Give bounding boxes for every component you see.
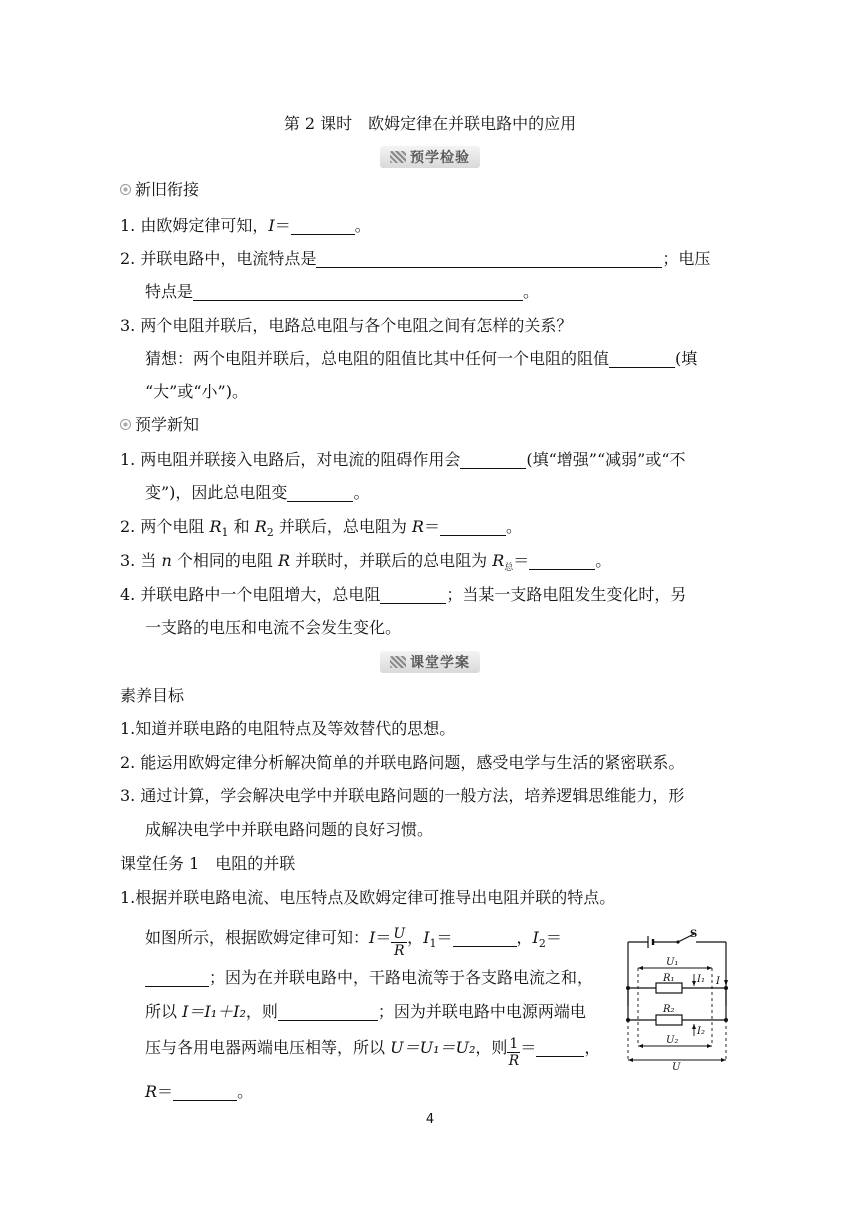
eq-current-sum: I＝I₁＋I₂ [182, 1002, 246, 1021]
equals-sign: ＝ [375, 928, 392, 947]
sub: 2 [266, 526, 274, 540]
u-label: U [672, 1062, 681, 1070]
section-old-new [120, 178, 199, 202]
t-text: 压与各用电器两端电压相等，所以 [145, 1038, 391, 1057]
numerator: 1 [509, 1036, 519, 1052]
resistor-r1 [656, 983, 682, 993]
i-label: I [716, 976, 720, 987]
sub-total: 总 [504, 563, 514, 574]
banner-classroom-label: 课堂学案 [410, 655, 470, 671]
junction-left [626, 986, 630, 990]
equals-sign: ＝ [545, 928, 562, 947]
t-text: 所以 [145, 1002, 183, 1021]
goals-heading: 素养目标 [120, 686, 185, 705]
p1-text: 1. 两电阻并联接入电路后，对电流的阻碍作用会 [120, 450, 461, 469]
p3-text: 3. 当 [120, 551, 162, 570]
p1-text-b: (填“增强”“减弱”或“不 [526, 450, 686, 469]
switch-label: S [690, 929, 698, 940]
sub: 1 [429, 937, 437, 951]
answer-blank[interactable] [453, 928, 517, 947]
switch-pivot [676, 940, 679, 943]
numerator: U [393, 926, 406, 942]
task-line-5 [145, 1080, 253, 1104]
answer-blank[interactable] [316, 249, 662, 268]
bullet-icon [120, 419, 131, 430]
var-r: R [254, 517, 267, 536]
equals-sign: ＝ [513, 551, 530, 570]
preview-3 [120, 549, 611, 580]
denominator: R [393, 943, 405, 959]
task-line-4 [145, 1036, 600, 1069]
section-preview [120, 413, 199, 437]
t-text: ，则 [245, 1002, 278, 1021]
t-text: ；因为并联电路中电源两端电 [377, 1002, 586, 1021]
task-heading: 课堂任务 1 电阻的并联 [120, 854, 296, 873]
t-text: ，则 [475, 1038, 508, 1057]
var-r: R [145, 1082, 158, 1101]
equals-sign: ＝ [274, 216, 291, 235]
r1-label: R₁ [663, 973, 675, 984]
answer-blank[interactable] [173, 1082, 237, 1101]
comma: ， [584, 1038, 601, 1057]
q2-text-b: ；电压 [662, 249, 711, 268]
section-heading: 新旧衔接 [135, 180, 200, 199]
t-text: ；因为在并联电路中，干路电流等于各支路电流之和， [209, 968, 594, 987]
page-number: 4 [425, 1112, 435, 1127]
answer-blank[interactable] [529, 551, 595, 570]
var-r: R [277, 551, 290, 570]
equals-sign: ＝ [423, 517, 440, 536]
p2-text: 并联后，总电阻为 [273, 517, 412, 536]
task-line-2 [145, 966, 593, 990]
r2-label: R₂ [663, 1004, 675, 1015]
var-i: I [268, 216, 275, 235]
sub: 1 [221, 526, 229, 540]
i2-label: I₂ [697, 1026, 705, 1037]
var-r: R [411, 517, 424, 536]
page-title: 第 2 课时 欧姆定律在并联电路中的应用 [283, 114, 577, 133]
goal-3-line1: 3. 通过计算，学会解决电学中并联电路问题的一般方法，培养逻辑思维能力，形 [120, 786, 685, 805]
p3-text: 个相同的电阻 [171, 551, 278, 570]
u1-label: U₁ [666, 957, 679, 968]
junction-right [724, 986, 728, 990]
question-3-line1: 3. 两个电阻并联后，电路总电阻与各个电阻之间有怎样的关系？ [120, 316, 573, 335]
banner-classroom [0, 651, 860, 673]
var-n: n [161, 551, 172, 570]
junction-right-2 [724, 1018, 728, 1022]
preview-2 [120, 515, 522, 545]
p4-text-b: ；当某一支路电阻发生变化时，另 [446, 585, 687, 604]
q3-text: 猜想：两个电阻并联后，总电阻的阻值比其中任何一个电阻的阻值 [145, 349, 610, 368]
answer-blank[interactable] [287, 483, 353, 502]
answer-blank[interactable] [145, 968, 209, 987]
var-i: I [369, 928, 376, 947]
task-line-1 [145, 926, 562, 959]
answer-blank[interactable] [609, 349, 675, 368]
question-2-line1 [120, 247, 710, 271]
answer-blank[interactable] [193, 282, 523, 301]
answer-blank[interactable] [278, 1002, 378, 1021]
question-3-line3: “大”或“小”)。 [145, 382, 248, 401]
sub: 2 [538, 937, 546, 951]
var-i1: I [423, 928, 430, 947]
question-1 [120, 214, 371, 238]
book-icon [390, 151, 406, 163]
p3-text: 并联时，并联后的总电阻为 [290, 551, 493, 570]
equals-sign: ＝ [157, 1082, 174, 1101]
p2-text: 和 [228, 517, 255, 536]
fraction-u-over-r [391, 926, 407, 959]
q1-end: 。 [354, 216, 371, 235]
p3-end: 。 [595, 551, 612, 570]
preview-1-line1 [120, 448, 686, 472]
u2-label: U₂ [666, 1035, 679, 1046]
q2-text-c: 特点是 [145, 282, 194, 301]
section-heading: 预学新知 [135, 415, 200, 434]
p2-end: 。 [505, 517, 522, 536]
preview-4-line2: 一支路的电压和电流不会发生变化。 [145, 618, 402, 637]
p4-text: 4. 并联电路中一个电阻增大，总电阻 [120, 585, 381, 604]
fraction-one-over-r [507, 1036, 520, 1069]
p1-text-c: 变”)，因此总电阻变 [145, 483, 288, 502]
question-3-line2 [145, 347, 697, 371]
q2-text: 2. 并联电路中，电流特点是 [120, 249, 317, 268]
question-2-line2 [145, 280, 539, 304]
i1-label: I₁ [697, 974, 705, 985]
q2-end: 。 [523, 282, 540, 301]
resistor-r2 [656, 1015, 682, 1025]
parallel-circuit-diagram [608, 928, 740, 1070]
junction-left-2 [626, 1018, 630, 1022]
preview-4-line1 [120, 583, 686, 607]
goal-1: 1.知道并联电路的电阻特点及等效替代的思想。 [120, 719, 456, 738]
answer-blank[interactable] [536, 1038, 584, 1057]
banner-preview-check [0, 146, 860, 168]
preview-1-line2 [145, 481, 369, 505]
group-icon [390, 656, 406, 668]
var-i2: I [532, 928, 539, 947]
denominator: R [508, 1053, 520, 1069]
equals-sign: ＝ [436, 928, 453, 947]
answer-blank[interactable] [460, 450, 526, 469]
p2-text: 2. 两个电阻 [120, 517, 210, 536]
p1-end: 。 [353, 483, 370, 502]
answer-blank[interactable] [440, 517, 506, 536]
equals-sign: ＝ [520, 1038, 537, 1057]
q1-text: 1. 由欧姆定律可知， [120, 216, 269, 235]
task-line-3 [145, 1000, 586, 1024]
task-intro: 1.根据并联电路电流、电压特点及欧姆定律可推导出电阻并联的特点。 [120, 888, 616, 907]
comma: ， [407, 928, 424, 947]
bullet-icon [120, 184, 131, 195]
comma: ， [516, 928, 533, 947]
q3-text-b: (填 [675, 349, 698, 368]
t-text: 如图所示，根据欧姆定律可知： [145, 928, 370, 947]
goal-2: 2. 能运用欧姆定律分析解决简单的并联电路问题，感受电学与生活的紧密联系。 [120, 753, 685, 772]
banner-preview-label: 预学检验 [410, 150, 470, 166]
answer-blank[interactable] [380, 585, 446, 604]
eq-voltage-equal: U＝U₁＝U₂ [390, 1038, 476, 1057]
goal-3-line2: 成解决电学中并联电路问题的良好习惯。 [145, 820, 434, 839]
t-end: 。 [237, 1082, 254, 1101]
var-r: R [209, 517, 222, 536]
var-r: R [492, 551, 505, 570]
answer-blank[interactable] [291, 216, 355, 235]
